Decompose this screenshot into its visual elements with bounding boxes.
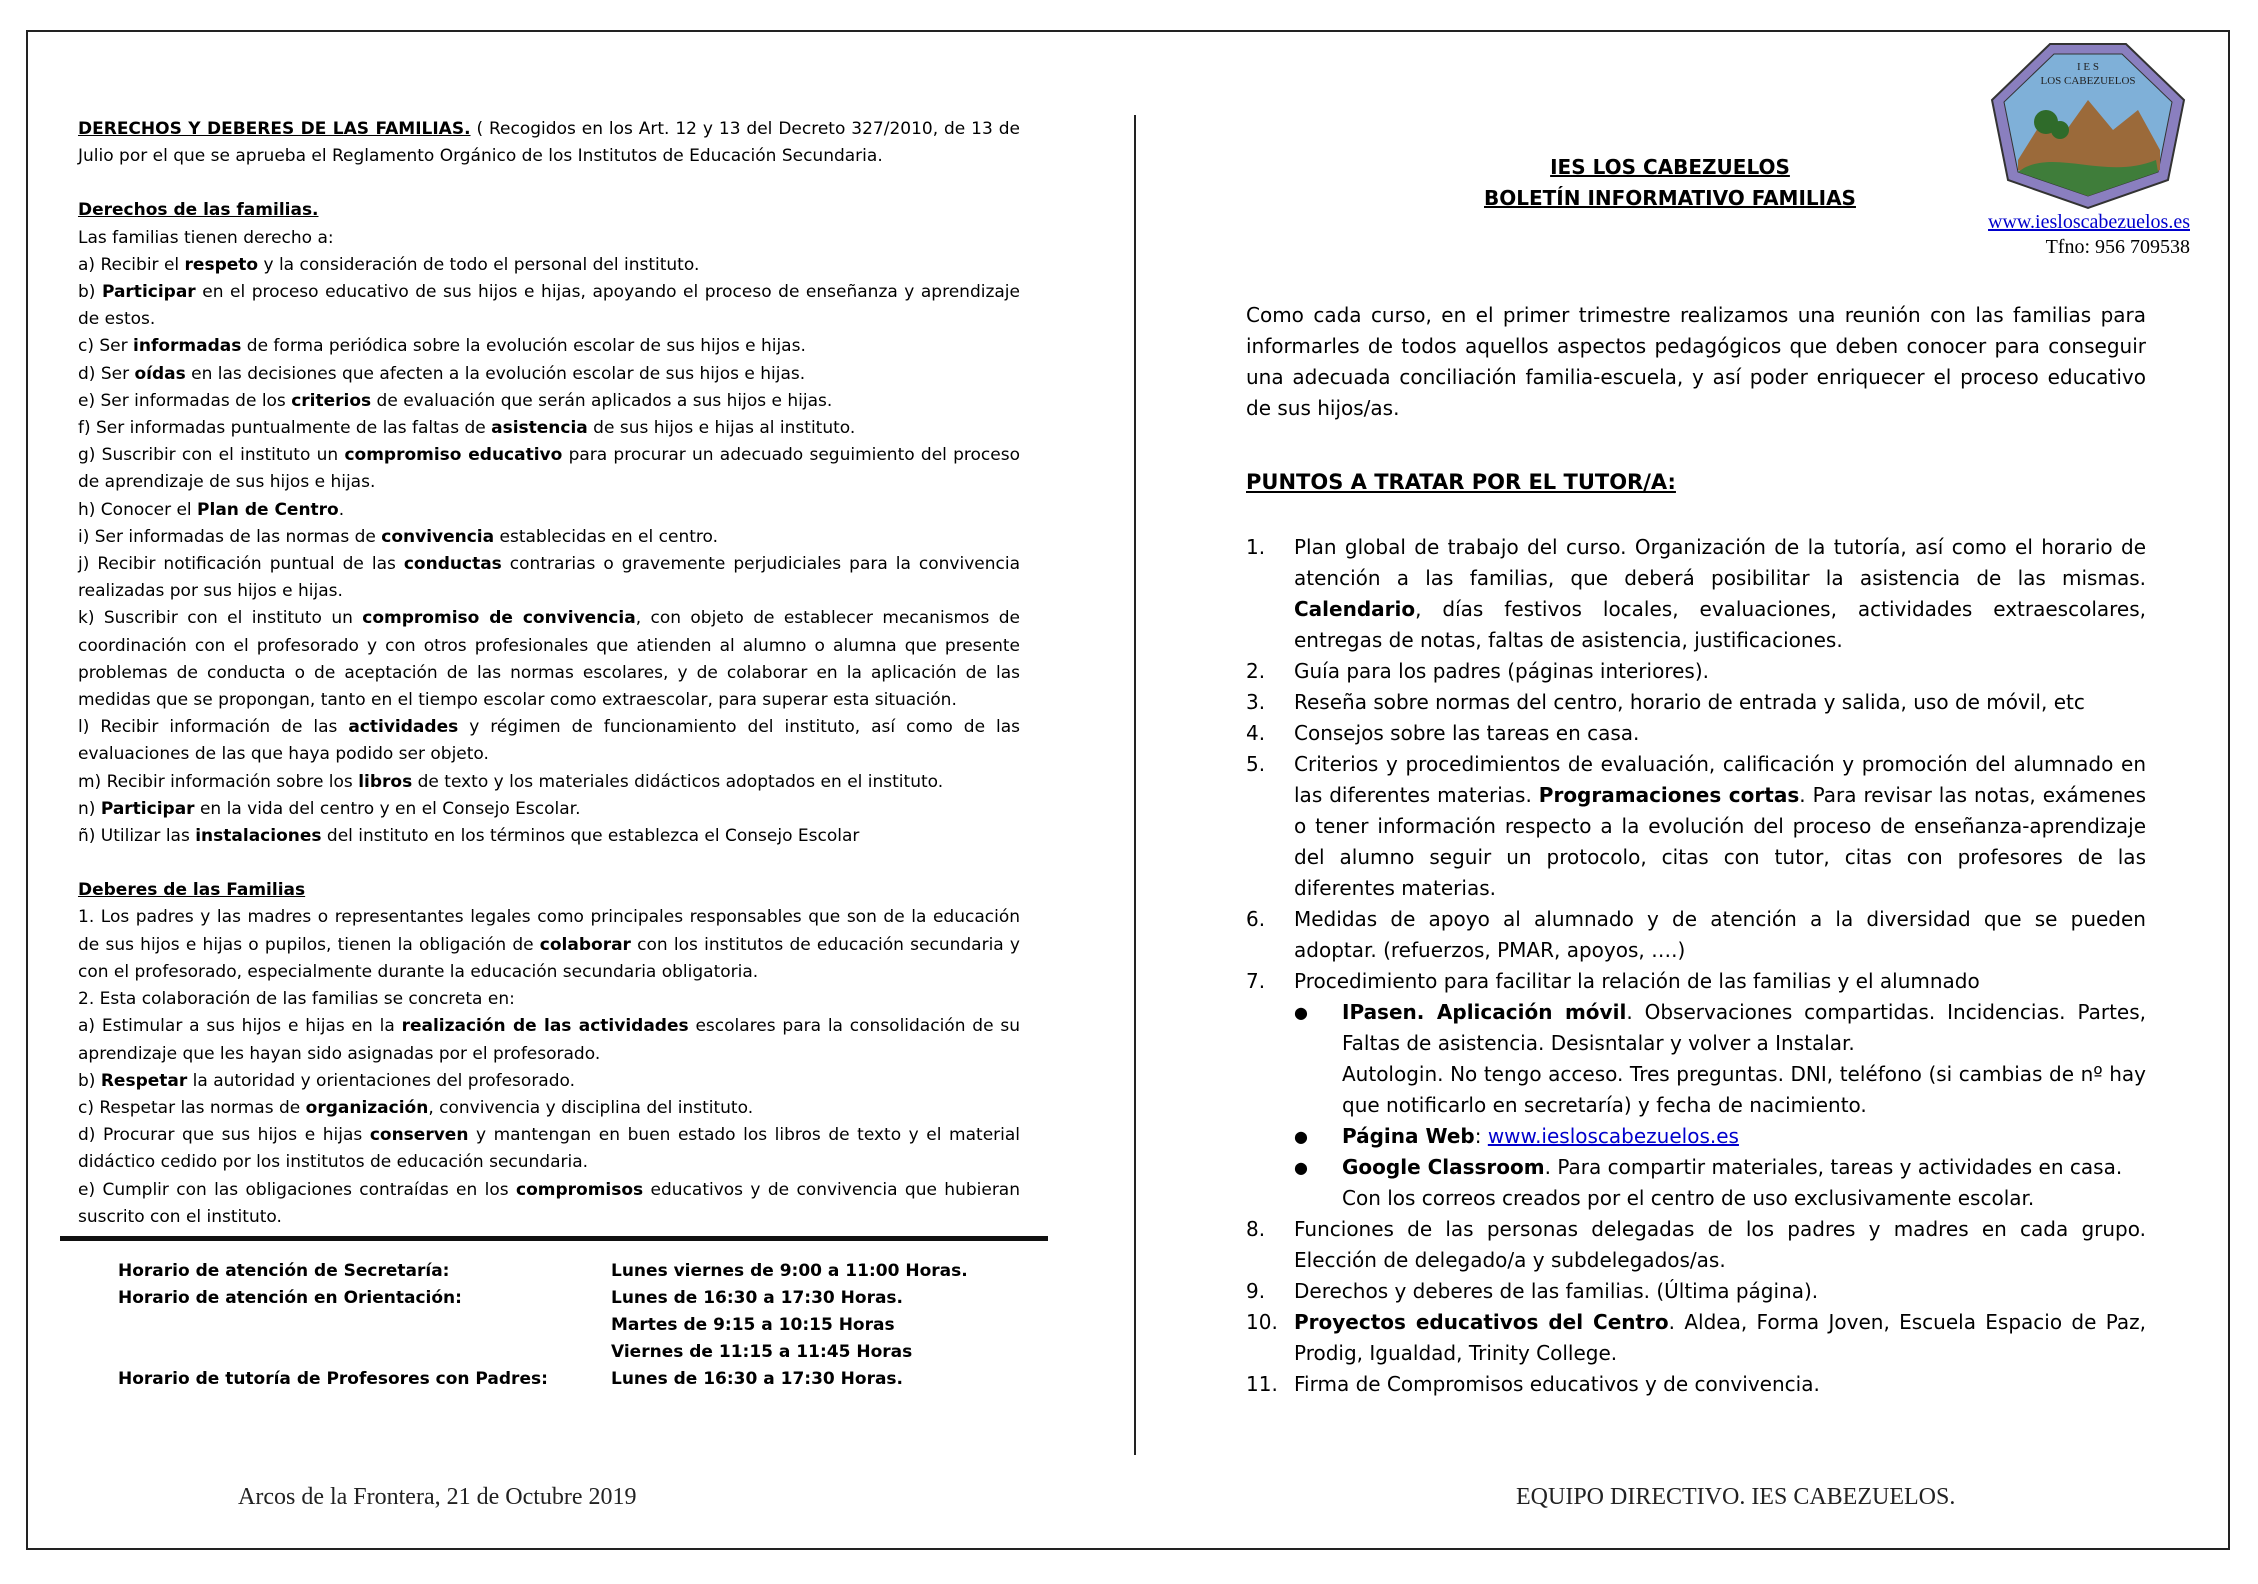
deber-keyword: compromisos [516, 1179, 644, 1200]
column-divider [1134, 115, 1136, 1455]
derecho-item [78, 823, 1020, 850]
item-text [1294, 966, 2146, 997]
derecho-text: en las decisiones que afecten a la evolución escolar de sus hijos e hijas. [185, 363, 806, 384]
item-text [1294, 749, 2146, 904]
list-item [1246, 532, 2146, 656]
derecho-item [78, 551, 1020, 605]
item-text-part: . Para revisar las notas, exámenes o tener información respecto a la evolución del proceso de enseñanza-aprendizaje del alumno seguir un protocolo, citas con tutor, citas con profesores de las diferentes materias. [1294, 783, 2146, 900]
deber-text: e) Cumplir con las obligaciones contraídas en los [78, 1179, 516, 1200]
derecho-keyword: Participar [101, 282, 196, 303]
derecho-text: k) Suscribir con el instituto un [78, 608, 363, 629]
sub-item-rest: . Observaciones compartidas. Incidencias. Partes, Faltas de asistencia. Desisntalar y volver a Instalar. [1342, 1000, 2147, 1055]
bullet-icon: ● [1294, 1003, 1308, 1022]
deber-keyword: organización [305, 1097, 429, 1118]
item-text [1294, 1276, 2146, 1307]
deber-text: d) Procurar que sus hijos e hijas [78, 1125, 370, 1146]
derechos-list [78, 252, 1020, 850]
website-link[interactable]: www.iesloscabezuelos.es [1988, 211, 2190, 233]
derecho-text: i) Ser informadas de las normas de [78, 526, 382, 547]
derecho-item [78, 796, 1020, 823]
bulletin-name: BOLETÍN INFORMATIVO FAMILIAS [1484, 186, 1856, 210]
derecho-keyword: criterios [291, 390, 372, 411]
hours-label [118, 1339, 611, 1366]
derecho-item [78, 252, 1020, 279]
hours-label: Horario de tutoría de Profesores con Padres: [118, 1369, 548, 1389]
item-text-part: Guía para los padres (páginas interiores). [1294, 659, 1709, 683]
deber-text: , convivencia y disciplina del instituto. [428, 1097, 754, 1118]
sub-item-text [1342, 997, 2146, 1121]
derecho-item [78, 388, 1020, 415]
hours-value: Lunes de 16:30 a 17:30 Horas. [611, 1288, 904, 1308]
points-list [1246, 532, 2146, 1400]
derecho-keyword: asistencia [491, 418, 588, 439]
deber-text: b) [78, 1070, 101, 1091]
derecho-keyword: convivencia [381, 526, 495, 547]
item-text-part: Consejos sobre las tareas en casa. [1294, 721, 1640, 745]
deberes-heading: Deberes de las Familias [78, 880, 306, 901]
deber-text: 2. Esta colaboración de las familias se concreta en: [78, 989, 515, 1010]
list-item [1246, 1276, 2146, 1307]
deber-text: educativos y de convivencia que hubieran suscrito con el instituto. [78, 1179, 1021, 1227]
derecho-keyword: respeto [184, 254, 259, 275]
left-column [78, 116, 1020, 1231]
item-text-part: Funciones de las personas delegadas de los padres y madres en cada grupo. Elección de delegado/a y subdelegados/as. [1294, 1217, 2146, 1272]
derecho-text: b) [78, 282, 102, 303]
derecho-text: para procurar un adecuado seguimiento del proceso de aprendizaje de sus hijos e hijas. [78, 445, 1020, 493]
phone-number: Tfno: 956 709538 [2045, 236, 2190, 258]
item-number: 10. [1246, 1310, 1278, 1334]
item-text [1294, 718, 2146, 749]
sub-item [1294, 997, 2146, 1121]
derecho-item [78, 497, 1020, 524]
derecho-keyword: Plan de Centro [197, 499, 339, 520]
hours-label: Horario de atención en Orientación: [118, 1288, 462, 1308]
sub-item-rest: : [1474, 1124, 1488, 1148]
deber-keyword: realización de las actividades [401, 1016, 689, 1037]
intro-paragraph: Como cada curso, en el primer trimestre realizamos una reunión con las familias para informarles de todos aquellos aspectos pedagógicos que deben conocer para conseguir una adecuada conciliación familia-escuela, y así poder enriquecer el proceso educativo de sus hijos/as. [1246, 303, 2146, 420]
item-text-part: . Aldea, Forma Joven, Escuela Espacio de Paz, Prodig, Igualdad, Trinity College. [1294, 1310, 2147, 1365]
item-number: 5. [1246, 752, 1266, 776]
hours-label [118, 1312, 611, 1339]
item-text-part: Medidas de apoyo al alumnado y de atención a la diversidad que se pueden adoptar. (refuerzos, PMAR, apoyos, ….) [1294, 907, 2146, 962]
derecho-item [78, 605, 1020, 714]
footer-place-date: Arcos de la Frontera, 21 de Octubre 2019 [238, 1484, 637, 1510]
derecho-item [78, 415, 1020, 442]
deber-text: con los institutos de educación secundaria y con el profesorado, especialmente durante la educación secundaria obligatoria. [78, 934, 1020, 982]
derecho-keyword: libros [358, 771, 413, 792]
item-keyword: Proyectos educativos del Centro [1294, 1310, 1669, 1334]
derecho-text: d) Ser [78, 363, 135, 384]
derecho-text: n) [78, 798, 101, 819]
hours-row [118, 1285, 968, 1312]
derecho-text: y régimen de funcionamiento del instituto, así como de las evaluaciones de las que haya podido ser objeto. [78, 717, 1020, 765]
derecho-item [78, 442, 1020, 496]
derecho-keyword: instalaciones [195, 826, 322, 847]
derecho-item [78, 714, 1020, 768]
deber-keyword: Respetar [100, 1070, 188, 1091]
sub-item [1294, 1152, 2146, 1214]
sub-item-text [1342, 1121, 2146, 1152]
derecho-text: contrarias o gravemente perjudiciales para la convivencia realizadas por sus hijos e hijas. [78, 554, 1020, 602]
footer-signature: EQUIPO DIRECTIVO. IES CABEZUELOS. [1516, 1484, 1956, 1510]
item-text [1294, 532, 2146, 656]
deber-item [78, 904, 1020, 986]
deberes-list [78, 904, 1020, 1230]
deber-text: 1. Los padres y las madres o representantes legales como principales responsables que son de la educación de sus hijos e hijas o pupilos, tienen la obligación de [78, 907, 1020, 955]
derecho-text: a) Recibir el [78, 254, 185, 275]
derecho-text: en la vida del centro y en el Consejo Escolar. [194, 798, 581, 819]
derecho-text: y la consideración de todo el personal del instituto. [258, 254, 700, 275]
item-number: 3. [1246, 690, 1266, 714]
list-item [1246, 966, 2146, 997]
item-text [1294, 1307, 2146, 1369]
derecho-keyword: informadas [133, 336, 242, 357]
school-name: IES LOS CABEZUELOS [1550, 155, 1790, 179]
rights-title: DERECHOS Y DEBERES DE LAS FAMILIAS. ( Recogidos en los Art. 12 y 13 del Decreto 327/2010, de 13 de Julio por el que se aprueba el Reglamento Orgánico de los Institutos de Educación Secundaria. [78, 119, 1020, 167]
bullet-icon: ● [1294, 1158, 1308, 1177]
derecho-text: j) Recibir notificación puntual de las [78, 554, 404, 575]
item-text-part: Plan global de trabajo del curso. Organización de la tutoría, así como el horario de atención a las familias, que deberá posibilitar la asistencia de las mismas. [1294, 535, 2146, 590]
hours-row [118, 1366, 968, 1393]
sub-item-rest: . Para compartir materiales, tareas y actividades en casa. [1544, 1155, 2123, 1179]
sub-item [1294, 1121, 2146, 1152]
derechos-intro: Las familias tienen derecho a: [78, 227, 334, 248]
deber-keyword: conserven [369, 1125, 469, 1146]
derecho-text: . [338, 499, 345, 520]
sub-item-keyword: Página Web [1342, 1124, 1475, 1148]
hours-row [118, 1312, 968, 1339]
item-text [1294, 687, 2146, 718]
deber-item [78, 1068, 1020, 1095]
list-item [1246, 687, 2146, 718]
item-text-part: Criterios y procedimientos de evaluación, calificación y promoción del alumnado en las diferentes materias. [1294, 752, 2146, 807]
item-number: 1. [1246, 535, 1266, 559]
svg-text:LOS CABEZUELOS: LOS CABEZUELOS [2040, 75, 2136, 87]
derecho-text: ñ) Utilizar las [78, 826, 196, 847]
website-link[interactable]: www.iesloscabezuelos.es [1487, 1124, 1739, 1148]
list-item [1246, 718, 2146, 749]
hours-value: Martes de 9:15 a 10:15 Horas [611, 1315, 895, 1335]
derecho-item [78, 333, 1020, 360]
derecho-text: c) Ser [78, 336, 134, 357]
school-logo-icon [1988, 40, 2188, 210]
item-text [1294, 904, 2146, 966]
deber-item [78, 1177, 1020, 1231]
item-text [1294, 1214, 2146, 1276]
hours-value: Lunes de 16:30 a 17:30 Horas. [611, 1369, 904, 1389]
deber-text: c) Respetar las normas de [78, 1097, 306, 1118]
deber-item [78, 1095, 1020, 1122]
office-hours-table [118, 1258, 968, 1393]
item-number: 6. [1246, 907, 1266, 931]
list-item [1246, 1369, 2146, 1400]
item-text-part: , días festivos locales, evaluaciones, actividades extraescolares, entregas de notas, faltas de asistencia, justificaciones. [1294, 597, 2146, 652]
derecho-keyword: compromiso educativo [344, 445, 563, 466]
horizontal-rule [60, 1236, 1048, 1241]
derecho-text: l) Recibir información de las [78, 717, 349, 738]
deber-item [78, 986, 1020, 1013]
hours-value: Lunes viernes de 9:00 a 11:00 Horas. [611, 1261, 968, 1281]
derecho-text: de forma periódica sobre la evolución escolar de sus hijos e hijas. [241, 336, 806, 357]
item-text [1294, 1369, 2146, 1400]
item-text-part: Procedimiento para facilitar la relación de las familias y el alumnado [1294, 969, 1980, 993]
derecho-item [78, 769, 1020, 796]
deber-text: la autoridad y orientaciones del profesorado. [187, 1070, 576, 1091]
hours-row [118, 1258, 968, 1285]
derecho-text: en el proceso educativo de sus hijos e hijas, apoyando el proceso de enseñanza y aprendizaje de estos. [78, 282, 1020, 330]
derecho-text: , con objeto de establecer mecanismos de coordinación con el profesorado y con otros profesionales que atienden al alumno o alumna que presente problemas de conducta o de aceptación de las normas escolares, y de colaborar en la aplicación de las medidas que se propongan, tanto en el tiempo escolar como extraescolar, para superar esta situación. [78, 608, 1020, 711]
derecho-keyword: actividades [348, 717, 459, 738]
deber-text: escolares para la consolidación de su aprendizaje que les hayan sido asignadas por el profesorado. [78, 1016, 1020, 1064]
deber-item [78, 1013, 1020, 1067]
sub-item-extra: Autologin. No tengo acceso. Tres preguntas. DNI, teléfono (si cambias de nº hay que notificarlo en secretaría) y fecha de nacimiento. [1342, 1062, 2146, 1117]
sub-item-extra: Con los correos creados por el centro de uso exclusivamente escolar. [1342, 1186, 2035, 1210]
list-item [1246, 749, 2146, 904]
item-number: 8. [1246, 1217, 1266, 1241]
bulletin-title [1340, 152, 2000, 214]
item-keyword: Calendario [1294, 597, 1416, 621]
derecho-item [78, 361, 1020, 388]
derecho-keyword: conductas [403, 554, 502, 575]
derechos-heading: Derechos de las familias. [78, 200, 319, 221]
item-text-part: Reseña sobre normas del centro, horario de entrada y salida, uso de móvil, etc [1294, 690, 2085, 714]
derecho-text: h) Conocer el [78, 499, 198, 520]
item-keyword: Programaciones cortas [1538, 783, 1800, 807]
svg-text:I E S: I E S [2077, 61, 2099, 73]
derecho-text: del instituto en los términos que establezca el Consejo Escolar [321, 826, 860, 847]
derecho-keyword: oídas [134, 363, 186, 384]
item-text [1294, 656, 2146, 687]
derecho-item [78, 524, 1020, 551]
sub-item-text [1342, 1152, 2146, 1214]
item-number: 9. [1246, 1279, 1266, 1303]
deber-item [78, 1122, 1020, 1176]
list-item [1246, 904, 2146, 966]
derecho-text: e) Ser informadas de los [78, 390, 292, 411]
derecho-text: g) Suscribir con el instituto un [78, 445, 345, 466]
derecho-text: de texto y los materiales didácticos adoptados en el instituto. [412, 771, 944, 792]
derecho-keyword: Participar [100, 798, 195, 819]
item-text-part: Derechos y deberes de las familias. (Última página). [1294, 1279, 1819, 1303]
deber-keyword: colaborar [539, 934, 631, 955]
derecho-text: m) Recibir información sobre los [78, 771, 359, 792]
hours-value: Viernes de 11:15 a 11:45 Horas [611, 1342, 913, 1362]
item-number: 11. [1246, 1372, 1278, 1396]
list-item [1246, 656, 2146, 687]
derecho-text: f) Ser informadas puntualmente de las faltas de [78, 418, 492, 439]
derecho-text: de sus hijos e hijas al instituto. [587, 418, 856, 439]
list-item [1246, 1214, 2146, 1276]
item-number: 2. [1246, 659, 1266, 683]
derecho-text: establecidas en el centro. [494, 526, 719, 547]
item-number: 4. [1246, 721, 1266, 745]
hours-row [118, 1339, 968, 1366]
list-item [1246, 1307, 2146, 1369]
bullet-icon: ● [1294, 1127, 1308, 1146]
derecho-keyword: compromiso de convivencia [362, 608, 636, 629]
item-number: 7. [1246, 969, 1266, 993]
contact-info [1900, 210, 2190, 260]
item-text-part: Firma de Compromisos educativos y de convivencia. [1294, 1372, 1820, 1396]
sub-item-keyword: IPasen. Aplicación móvil [1342, 1000, 1627, 1024]
puntos-heading: PUNTOS A TRATAR POR EL TUTOR/A: [1246, 470, 1676, 494]
hours-label: Horario de atención de Secretaría: [118, 1261, 450, 1281]
derecho-item [78, 279, 1020, 333]
derecho-text: de evaluación que serán aplicados a sus hijos e hijas. [371, 390, 833, 411]
sub-item-keyword: Google Classroom [1342, 1155, 1545, 1179]
deber-text: a) Estimular a sus hijos e hijas en la [78, 1016, 402, 1037]
deber-text: y mantengan en buen estado los libros de texto y el material didáctico cedido por los institutos de educación secundaria. [78, 1125, 1021, 1173]
